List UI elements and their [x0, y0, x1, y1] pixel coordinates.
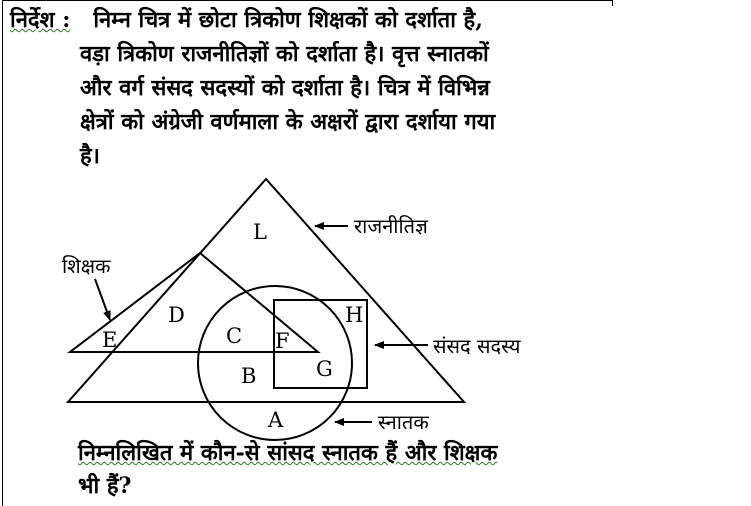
arrow-teachers	[95, 279, 110, 320]
legend-teachers: शिक्षक	[62, 254, 111, 278]
question-line-1: निम्नलिखित में कौन-से सांसद स्नातक हैं और शिक्षक	[78, 440, 498, 466]
region-label-E: E	[102, 328, 118, 352]
directions-text-1: निम्न चित्र में छोटा त्रिकोण शिक्षकों को दर्शाता है,	[93, 7, 483, 33]
directions-line-4: क्षेत्रों को अंग्रेजी वर्णमाला के अक्षरों द्वारा दर्शाया गया	[80, 109, 496, 135]
legend-mps: संसद सदस्य	[433, 334, 521, 358]
legend-politicians: राजनीतिज्ञ	[354, 214, 428, 238]
region-label-B: B	[241, 364, 257, 388]
region-label-C: C	[226, 324, 243, 348]
region-label-G: G	[316, 357, 333, 381]
region-label-A: A	[268, 408, 284, 432]
directions-line-3: और वर्ग संसद सदस्यों को दर्शाता है। चित्र में विभिन्न	[80, 75, 490, 101]
region-label-F: F	[275, 329, 290, 353]
directions-label: निर्देश :	[10, 7, 71, 33]
legend-graduates: स्नातक	[378, 410, 429, 434]
question-text	[78, 437, 638, 503]
directions-line-5: है।	[80, 143, 101, 169]
region-label-D: D	[168, 303, 185, 327]
region-label-H: H	[345, 303, 364, 327]
region-label-L: L	[253, 220, 267, 244]
large-triangle-politicians	[68, 179, 464, 402]
directions-line-2: वड़ा त्रिकोण राजनीतिज्ञों को दर्शाता है। वृत्त स्नातकों	[80, 41, 489, 67]
question-line-2: भी हैं?	[78, 473, 132, 499]
